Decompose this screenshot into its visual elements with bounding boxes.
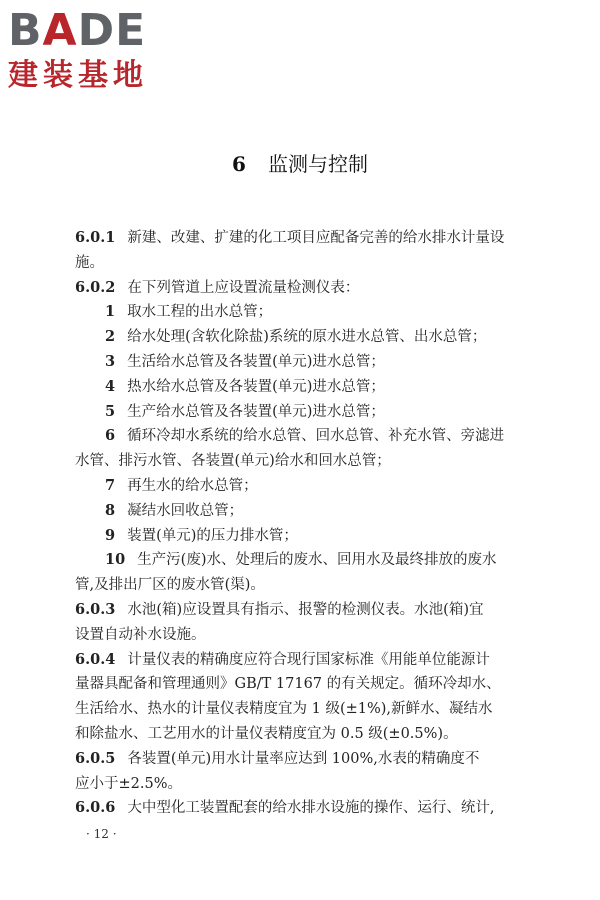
document-body	[75, 226, 510, 821]
clause-6-0-4-cont: 生活给水、热水的计量仪表精度宜为 1 级(±1%),新鲜水、凝结水	[75, 701, 493, 718]
chapter-title-text: 监测与控制	[267, 152, 368, 176]
clause-6-0-5-cont: 应小于±2.5%。	[75, 775, 182, 792]
clause-6-0-1-cont: 施。	[75, 254, 104, 271]
list-item: 3 生活给水总管及各装置(单元)进水总管；	[105, 352, 385, 370]
clause-6-0-5: 6.0.5 各装置(单元)用水计量率应达到 100%,水表的精确度不	[75, 749, 480, 767]
clause-6-0-4-cont: 和除盐水、工艺用水的计量仪表精度宜为 0.5 级(±0.5%)。	[75, 725, 458, 742]
bade-logo	[8, 6, 178, 94]
logo-wordmark: BADE	[8, 5, 147, 56]
clause-6-0-2: 6.0.2 在下列管道上应设置流量检测仪表：	[75, 278, 360, 296]
page-number: · 12 ·	[86, 827, 117, 841]
list-item: 9 装置(单元)的压力排水管；	[105, 526, 298, 544]
list-item: 6 循环冷却水系统的给水总管、回水总管、补充水管、旁滤进	[105, 427, 505, 445]
list-item: 4 热水给水总管及各装置(单元)进水总管；	[105, 377, 385, 395]
list-item: 5 生产给水总管及各装置(单元)进水总管；	[105, 402, 385, 420]
chapter-number: 6	[232, 152, 246, 176]
clause-6-0-4: 6.0.4 计量仪表的精确度应符合现行国家标准《用能单位能源计	[75, 650, 490, 668]
chapter-title	[0, 148, 600, 177]
list-item: 8 凝结水回收总管；	[105, 501, 244, 519]
clause-6-0-3: 6.0.3 水池(箱)应设置具有指示、报警的检测仪表。水池(箱)宜	[75, 600, 484, 618]
list-item-cont: 水管、排污水管、各装置(单元)给水和回水总管；	[75, 453, 391, 470]
clause-6-0-4-cont: 量器具配备和管理通则》GB/T 17167 的有关规定。循环冷却水、	[75, 676, 501, 693]
clause-6-0-1: 6.0.1 新建、改建、扩建的化工项目应配备完善的给水排水计量设	[75, 229, 505, 246]
clause-6-0-6: 6.0.6 大中型化工装置配套的给水排水设施的操作、运行、统计,	[75, 799, 495, 817]
list-item-cont: 管,及排出厂区的废水管(渠)。	[75, 577, 265, 594]
clause-6-0-3-cont: 设置自动补水设施。	[75, 626, 206, 643]
list-item: 7 再生水的给水总管；	[105, 476, 258, 494]
logo-subtitle: 建装基地	[8, 58, 148, 93]
list-item: 10 生产污(废)水、处理后的废水、回用水及最终排放的废水	[105, 551, 497, 569]
list-item: 2 给水处理(含软化除盐)系统的原水进水总管、出水总管；	[105, 328, 487, 346]
list-item: 1 取水工程的出水总管；	[105, 303, 273, 321]
